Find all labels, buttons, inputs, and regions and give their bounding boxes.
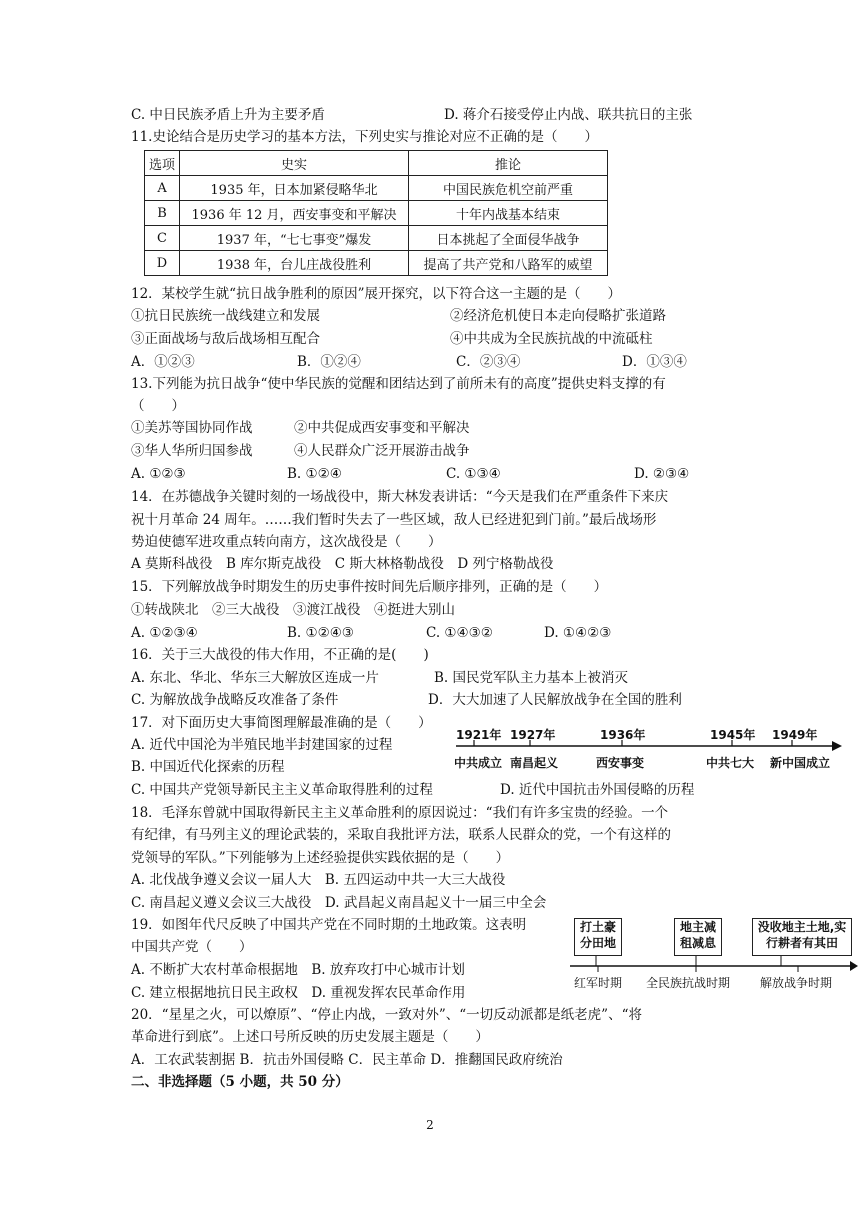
q18-options-cd: C. 南昌起义遵义会议三大战役 D. 武昌起义南昌起义十一届三中全会 — [131, 895, 547, 911]
q11-stem: 11.史论结合是历史学习的基本方法，下列史实与推论对应不正确的是（ ） — [131, 129, 598, 145]
timeline-event: 西安事变 — [596, 756, 645, 770]
table-cell: 提高了共产党和八路军的威望 — [409, 251, 608, 276]
q17-stem: 17．对下面历史大事简图理解最准确的是（ ） — [131, 715, 432, 731]
q14-options: A 莫斯科战役 B 库尔斯克战役 C 斯大林格勒战役 D 列宁格勒战役 — [131, 556, 554, 572]
q18-stem-2: 有纪律，有马列主义的理论武装的，采取自我批评方法，联系人民群众的党，一个有这样的 — [131, 827, 671, 843]
q12-item-3: ③正面战场与敌后战场相互配合 — [131, 331, 320, 347]
table-cell: C — [145, 226, 180, 251]
q17-option-b: B. 中国近代化探索的历程 — [131, 759, 285, 775]
timeline-year: 1921年 — [456, 728, 502, 742]
q15-stem: 15．下列解放战争时期发生的历史事件按时间先后顺序排列，正确的是（ ） — [131, 579, 608, 595]
q14-stem-1: 14．在苏德战争关键时刻的一场战役中，斯大林发表讲话：“今天是我们在严重条件下来庆 — [131, 489, 669, 505]
q12-option-b: B．①②④ — [297, 354, 361, 370]
q16-option-a: A. 东北、华北、华东三大解放区连成一片 — [131, 670, 379, 686]
q12-stem: 12．某校学生就“抗日战争胜利的原因”展开探究，以下符合这一主题的是（ ） — [131, 286, 621, 302]
q19-options-cd: C. 建立根据地抗日民主政权 D. 重视发挥农民革命作用 — [131, 985, 466, 1001]
table-row — [145, 176, 608, 201]
timeline-event: 新中国成立 — [770, 756, 831, 770]
q11-table — [144, 150, 608, 276]
q18-options-ab: A. 北伐战争遵义会议一届人大 B. 五四运动中共一大三大战役 — [131, 872, 506, 888]
q13-stem-bracket: （ ） — [131, 398, 185, 414]
table-row — [145, 201, 608, 226]
q19-stem-1: 19．如图年代尺反映了中国共产党在不同时期的土地政策。这表明 — [131, 917, 527, 933]
table-header: 推论 — [409, 151, 608, 176]
q14-stem-3: 势迫使德军进攻重点转向南方，这次战役是（ ） — [131, 534, 442, 550]
table-cell: 1937 年，“七七事变”爆发 — [180, 226, 409, 251]
q20-stem-1: 20．“星星之火，可以燎原”、“停止内战，一致对外”、“一切反动派都是纸老虎”、“将 — [131, 1007, 642, 1023]
table-cell: 1935 年，日本加紧侵略华北 — [180, 176, 409, 201]
table-cell: A — [145, 176, 180, 201]
q12-item-1: ①抗日民族统一战线建立和发展 — [131, 308, 320, 324]
q16-option-c: C. 为解放战争战略反攻准备了条件 — [131, 692, 339, 708]
table-header: 史实 — [180, 151, 409, 176]
policy-box-land-revolution: 打土豪 分田地 — [574, 918, 622, 956]
table-cell: D — [145, 251, 180, 276]
q20-options: A．工农武装割据 B．抗击外国侵略 C．民主革命 D．推翻国民政府统治 — [131, 1052, 563, 1068]
page-number: 2 — [426, 1118, 434, 1132]
timeline-year: 1927年 — [510, 728, 556, 742]
q17-timeline — [452, 724, 844, 776]
timeline-year: 1945年 — [710, 728, 756, 742]
q13-stem: 13.下列能为抗日战争“使中华民族的觉醒和团结达到了前所未有的高度”提供史料支撑的有 — [131, 376, 666, 392]
table-cell: B — [145, 201, 180, 226]
period-label: 解放战争时期 — [760, 976, 833, 990]
period-label: 红军时期 — [574, 976, 623, 990]
q20-stem-2: 革命进行到底”。上述口号所反映的历史发展主题是（ ） — [131, 1029, 489, 1045]
q13-item-4: ④人民群众广泛开展游击战争 — [294, 443, 470, 459]
timeline-event: 中共七大 — [706, 756, 755, 770]
q16-stem: 16．关于三大战役的伟大作用，不正确的是( ) — [131, 647, 429, 663]
q13-option-d: D. ②③④ — [634, 466, 690, 482]
q13-option-c: C. ①③④ — [446, 466, 501, 482]
timeline-year: 1949年 — [772, 728, 818, 742]
q19-options-ab: A. 不断扩大农村革命根据地 B. 放弃攻打中心城市计划 — [131, 962, 465, 978]
q12-option-c: C．②③④ — [456, 354, 521, 370]
q13-item-3: ③华人华所归国参战 — [131, 443, 253, 459]
q13-option-a: A. ①②③ — [131, 466, 186, 482]
q12-item-4: ④中共成为全民族抗战的中流砥柱 — [450, 331, 653, 347]
q14-stem-2: 祝十月革命 24 周年。……我们暂时失去了一些区域，敌人已经进犯到门前。”最后战场形 — [131, 512, 657, 528]
table-cell: 十年内战基本结束 — [409, 201, 608, 226]
q15-items: ①转战陕北 ②三大战役 ③渡江战役 ④挺进大别山 — [131, 602, 455, 618]
table-cell: 日本挑起了全面侵华战争 — [409, 226, 608, 251]
period-label: 全民族抗战时期 — [646, 976, 731, 990]
table-header: 选项 — [145, 151, 180, 176]
table-row — [145, 226, 608, 251]
policy-box-land-to-tiller: 没收地主土地,实 行耕者有其田 — [752, 918, 852, 956]
table-cell: 1936 年 12 月，西安事变和平解决 — [180, 201, 409, 226]
policy-box-rent-reduction: 地主减 租减息 — [674, 918, 722, 956]
q15-option-b: B. ①②④③ — [287, 625, 354, 641]
section-heading: 二、非选择题（5 小题，共 50 分） — [131, 1074, 349, 1090]
q13-option-b: B. ①②④ — [287, 466, 342, 482]
timeline-event: 中共成立 — [454, 756, 503, 770]
q18-stem-1: 18．毛泽东曾就中国取得新民主主义革命胜利的原因说过：“我们有许多宝贵的经验。一个 — [131, 805, 669, 821]
table-cell: 1938 年，台儿庄战役胜利 — [180, 251, 409, 276]
q15-option-c: C. ①④③② — [426, 625, 493, 641]
q13-item-2: ②中共促成西安事变和平解决 — [294, 420, 470, 436]
timeline-event: 南昌起义 — [510, 756, 559, 770]
table-row — [145, 251, 608, 276]
q17-option-a: A. 近代中国沦为半殖民地半封建国家的过程 — [131, 737, 393, 753]
q16-option-b: B. 国民党军队主力基本上被消灭 — [434, 670, 629, 686]
q15-option-a: A. ①②③④ — [131, 625, 198, 641]
q19-stem-2: 中国共产党（ ） — [131, 939, 253, 955]
q13-item-1: ①美苏等国协同作战 — [131, 420, 253, 436]
q12-option-a: A．①②③ — [131, 354, 195, 370]
timeline-year: 1936年 — [600, 728, 646, 742]
q10-option-d: D. 蒋介石接受停止内战、联共抗日的主张 — [444, 107, 693, 123]
q12-option-d: D．①③④ — [622, 354, 687, 370]
q12-item-2: ②经济危机使日本走向侵略扩张道路 — [450, 308, 666, 324]
q10-option-c: C. 中日民族矛盾上升为主要矛盾 — [131, 107, 325, 123]
table-cell: 中国民族危机空前严重 — [409, 176, 608, 201]
q19-timeline — [568, 916, 860, 994]
q16-option-d: D．大大加速了人民解放战争在全国的胜利 — [428, 692, 682, 708]
q15-option-d: D. ①④②③ — [544, 625, 612, 641]
q18-stem-3: 党领导的军队。”下列能够为上述经验提供实践依据的是（ ） — [131, 850, 510, 866]
q17-option-c: C. 中国共产党领导新民主主义革命取得胜利的过程 — [131, 782, 433, 798]
q17-option-d: D. 近代中国抗击外国侵略的历程 — [500, 782, 695, 798]
